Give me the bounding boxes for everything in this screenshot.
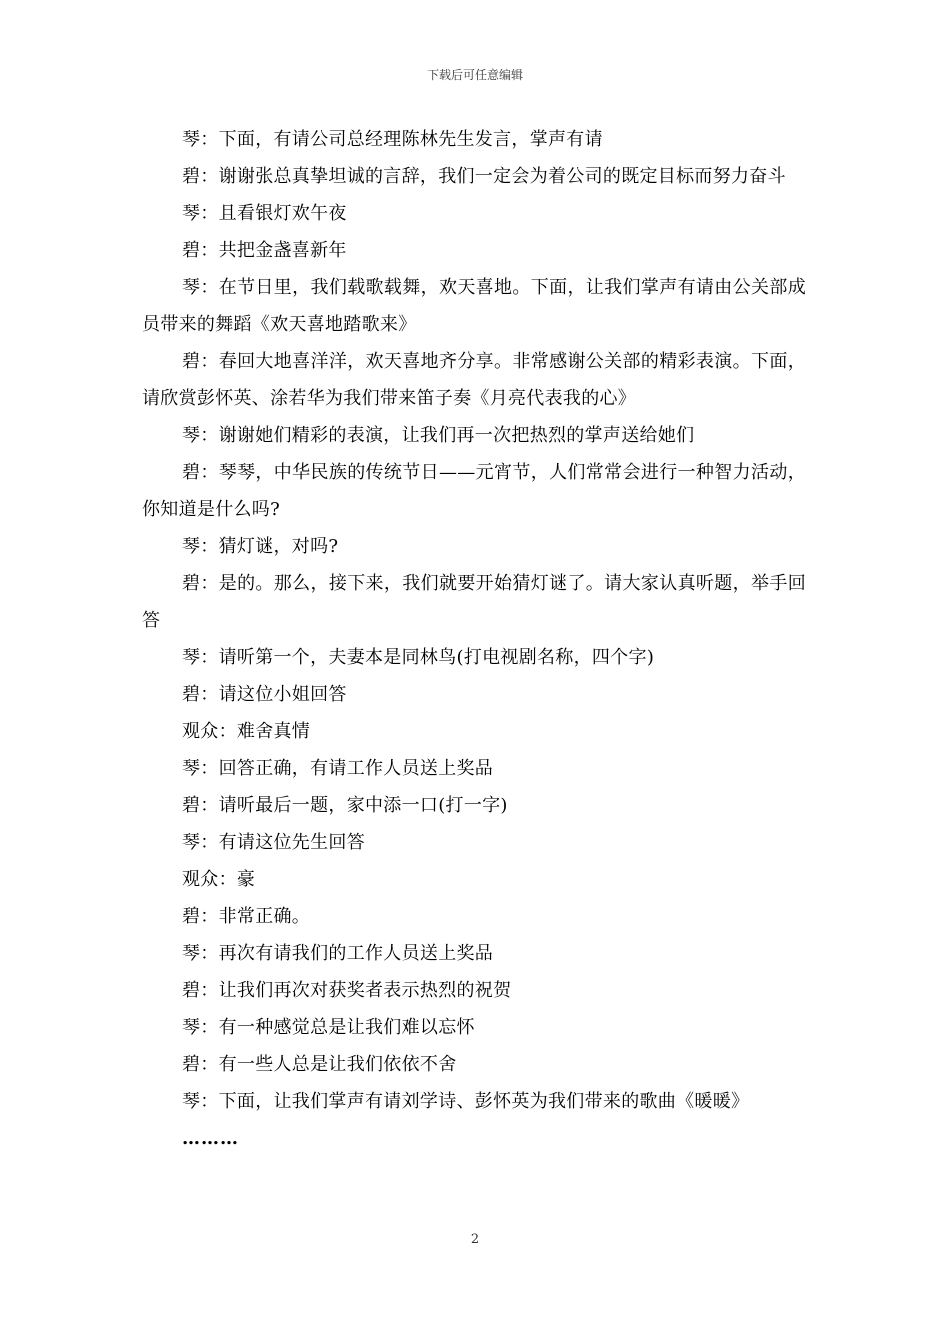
dialogue-line: 碧：有一些人总是让我们依依不舍 xyxy=(182,1054,457,1075)
dialogue-line: 琴：下面，让我们掌声有请刘学诗、彭怀英为我们带来的歌曲《暖暖》 xyxy=(182,1091,750,1112)
dialogue-line: 碧：是的。那么，接下来，我们就要开始猜灯谜了。请大家认真听题，举手回答 xyxy=(142,573,806,631)
dialogue-line: 碧：共把金盏喜新年 xyxy=(182,240,347,261)
dialogue-line: 琴：且看银灯欢午夜 xyxy=(182,203,347,224)
dialogue-line: 碧：请听最后一题，家中添一口(打一字) xyxy=(182,795,508,816)
dialogue-line: 琴：猜灯谜，对吗? xyxy=(182,536,339,557)
dialogue-line: 琴：下面，有请公司总经理陈林先生发言，掌声有请 xyxy=(182,129,603,150)
dialogue-line: 碧：让我们再次对获奖者表示热烈的祝贺 xyxy=(182,980,512,1001)
dialogue-line: 琴：再次有请我们的工作人员送上奖品 xyxy=(182,943,494,964)
dialogue-line: 琴：有请这位先生回答 xyxy=(182,832,365,853)
dialogue-line: 碧：春回大地喜洋洋，欢天喜地齐分享。非常感谢公关部的精彩表演。下面，请欣赏彭怀英、涂若华为我们带来笛子奏《月亮代表我的心》 xyxy=(142,351,806,409)
ellipsis: ……… xyxy=(182,1128,239,1149)
dialogue-line: 碧：琴琴，中华民族的传统节日——元宵节，人们常常会进行一种智力活动，你知道是什么吗? xyxy=(142,462,806,520)
dialogue-line: 观众：豪 xyxy=(182,869,256,890)
dialogue-line: 碧：请这位小姐回答 xyxy=(182,684,347,705)
page-header: 下载后可任意编辑 xyxy=(426,68,523,82)
dialogue-line: 碧：非常正确。 xyxy=(182,906,311,927)
dialogue-line: 观众：难舍真情 xyxy=(182,721,311,742)
document-body xyxy=(142,121,806,1157)
dialogue-line: 碧：谢谢张总真挚坦诚的言辞，我们一定会为着公司的既定目标而努力奋斗 xyxy=(182,166,786,187)
dialogue-line: 琴：有一种感觉总是让我们难以忘怀 xyxy=(182,1017,475,1038)
dialogue-line: 琴：请听第一个，夫妻本是同林鸟(打电视剧名称，四个字) xyxy=(182,647,655,668)
page-number: 2 xyxy=(470,1232,480,1247)
dialogue-line: 琴：回答正确，有请工作人员送上奖品 xyxy=(182,758,494,779)
dialogue-line: 琴：在节日里，我们载歌载舞，欢天喜地。下面，让我们掌声有请由公关部成员带来的舞蹈《欢天喜地踏歌来》 xyxy=(142,277,806,335)
dialogue-line: 琴：谢谢她们精彩的表演，让我们再一次把热烈的掌声送给她们 xyxy=(182,425,695,446)
